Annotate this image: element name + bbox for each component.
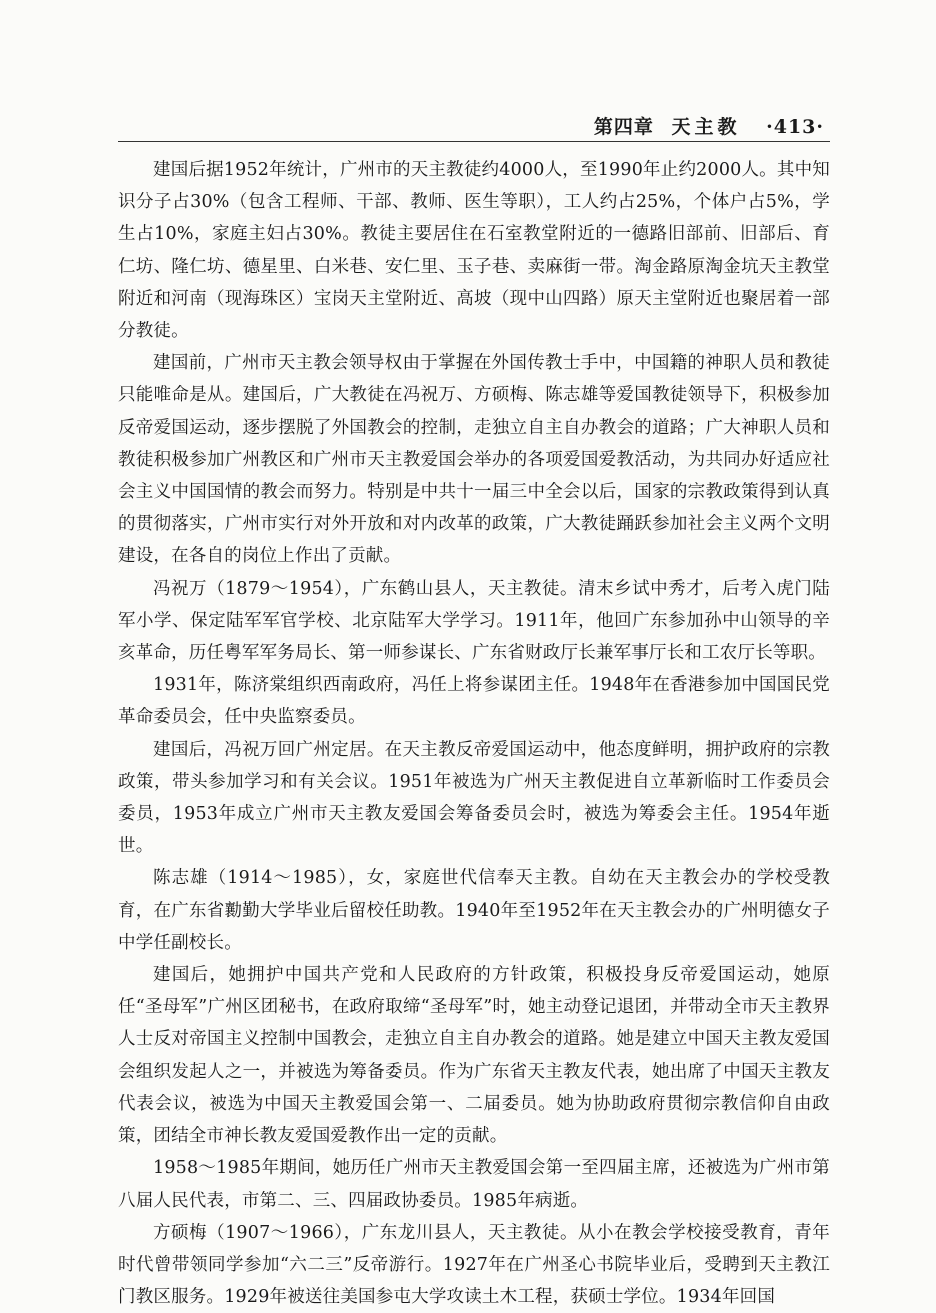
paragraph: 方硕梅（1907～1966），广东龙川县人，天主教徒。从小在教会学校接受教育，青年时代曾带领同学参加“六二三”反帝游行。1927年在广州圣心书院毕业后，受聘到天主教江门教区服务。1929年被送往美国参屯大学攻读土木工程，获硕士学位。1934年回国 bbox=[118, 1222, 830, 1308]
paragraph: 1931年，陈济棠组织西南政府，冯任上将参谋团主任。1948年在香港参加中国国民党革命委员会，任中央监察委员。 bbox=[118, 675, 830, 728]
paragraph: 冯祝万（1879～1954），广东鹤山县人，天主教徒。清末乡试中秀才，后考入虎门陆军小学、保定陆军军官学校、北京陆军大学学习。1911年，他回广东参加孙中山领导的辛亥革命，历任粤军军务局长、第一师参谋长、广东省财政厅长兼军事厅长和工农厅长等职。 bbox=[118, 578, 830, 664]
paragraph: 陈志雄（1914～1985），女，家庭世代信奉天主教。自幼在天主教会办的学校受教育，在广东省勷勤大学毕业后留校任助教。1940年至1952年在天主教会办的广州明德女子中学任副校长。 bbox=[118, 868, 830, 953]
chapter-label: 第四章 bbox=[593, 116, 654, 138]
header-rule bbox=[118, 141, 830, 142]
body-text bbox=[118, 154, 830, 1313]
paragraph: 建国后据1952年统计，广州市的天主教徒约4000人，至1990年止约2000人。其中知识分子占30%（包含工程师、干部、教师、医生等职），工人约占25%，个体户占5%，学生占10%，家庭主妇占30%。教徒主要居住在石室教堂附近的一德路旧部前、旧部后、育仁坊、隆仁坊、德星里、白米巷、安仁里、玉子巷、卖麻街一带。淘金路原淘金坑天主教堂附近和河南（现海珠区）宝岗天主堂附近、高坡（现中山四路）原天主堂附近也聚居着一部分教徒。 bbox=[118, 160, 830, 342]
paragraph: 建国后，冯祝万回广州定居。在天主教反帝爱国运动中，他态度鲜明，拥护政府的宗教政策，带头参加学习和有关会议。1951年被选为广州天主教促进自立革新临时工作委员会委员，1953年成立广州市天主教友爱国会筹备委员会时，被选为筹委会主任。1954年逝世。 bbox=[118, 739, 830, 857]
page-number: ·413· bbox=[766, 116, 824, 138]
running-header bbox=[594, 112, 824, 139]
chapter-title: 天主教 bbox=[671, 116, 741, 138]
paragraph: 建国后，她拥护中国共产党和人民政府的方针政策，积极投身反帝爱国运动，她原任“圣母军”广州区团秘书，在政府取缔“圣母军”时，她主动登记退团，并带动全市天主教界人士反对帝国主义控制中国教会，走独立自主自办教会的道路。她是建立中国天主教友爱国会组织发起人之一，并被选为筹备委员。作为广东省天主教友代表，她出席了中国天主教友代表会议，被选为中国天主教爱国会第一、二届委员。她为协助政府贯彻宗教信仰自由政策，团结全市神长教友爱国爱教作出一定的贡献。 bbox=[118, 965, 830, 1147]
paragraph: 1958～1985年期间，她历任广州市天主教爱国会第一至四届主席，还被选为广州市第八届人民代表，市第二、三、四届政协委员。1985年病逝。 bbox=[118, 1158, 830, 1211]
paragraph: 建国前，广州市天主教会领导权由于掌握在外国传教士手中，中国籍的神职人员和教徒只能唯命是从。建国后，广大教徒在冯祝万、方硕梅、陈志雄等爱国教徒领导下，积极参加反帝爱国运动，逐步摆脱了外国教会的控制，走独立自主自办教会的道路；广大神职人员和教徒积极参加广州教区和广州市天主教爱国会举办的各项爱国爱教活动，为共同办好适应社会主义中国国情的教会而努力。特别是中共十一届三中全会以后，国家的宗教政策得到认真的贯彻落实，广州市实行对外开放和对内改革的政策，广大教徒踊跃参加社会主义两个文明建设，在各自的岗位上作出了贡献。 bbox=[118, 353, 830, 567]
